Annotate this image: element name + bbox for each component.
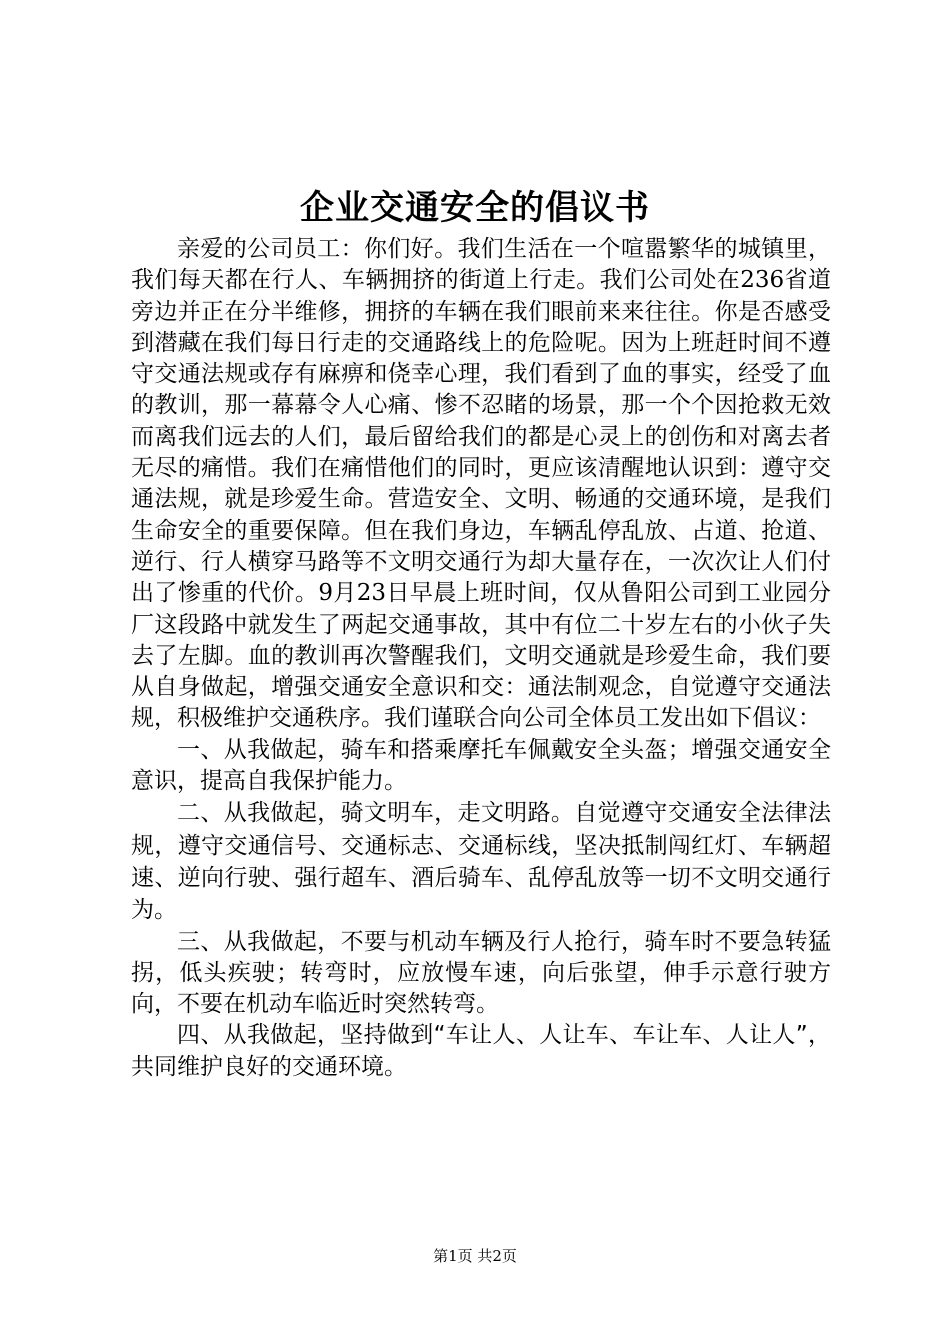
proposal-item-2-body: 自觉遵守交通安全法律法规，遵守交通信号、交通标志、交通标线，坚决抵制闯红灯、车辆超速、逆向行驶、强行超车、酒后骑车、乱停乱放等一切不文明交通行为。 [131, 800, 832, 924]
proposal-item-1: 一、从我做起，骑车和搭乘摩托车佩戴安全头盔；增强交通安全意识，提高自我保护能力。 [131, 736, 831, 795]
proposal-item-4: 四、从我做起，坚持做到“车让人、人让车、车让车、人让人”，共同维护良好的交通环境。 [131, 1022, 831, 1080]
proposal-item-2 [131, 797, 831, 926]
document-title: 企业交通安全的倡议书 [300, 188, 650, 228]
page-footer: 第1页 共2页 [433, 1247, 517, 1265]
proposal-item-2-lead: 二、从我做起，骑文明车，走文明路。 [177, 800, 575, 827]
document-body [131, 234, 831, 1083]
intro-paragraph: 亲爱的公司员工：你们好。我们生活在一个喧嚣繁华的城镇里，我们每天都在行人、车辆拥挤的街道上行走。我们公司处在236省道旁边并正在分半维修，拥挤的车辆在我们眼前来来往往。你是否感受到潜藏在我们每日行走的交通路线上的危险呢。因为上班赶时间不遵守交通法规或存有麻痹和侥幸心理，我们看到了血的事实，经受了血的教训，那一幕幕令人心痛、惨不忍睹的场景，那一个个因抢救无效而离我们远去的人们，最后留给我们的都是心灵上的创伤和对离去者无尽的痛惜。我们在痛惜他们的同时，更应该清醒地认识到：遵守交通法规，就是珍爱生命。营造安全、文明、畅通的交通环境，是我们生命安全的重要保障。但在我们身边，车辆乱停乱放、占道、抢道、逆行、行人横穿马路等不文明交通行为却大量存在，一次次让人们付出了惨重的代价。9月23日早晨上班时间，仅从鲁阳公司到工业园分厂这段路中就发生了两起交通事故，其中有位二十岁左右的小伙子失去了左脚。血的教训再次警醒我们，文明交通就是珍爱生命，我们要从自身做起，增强交通安全意识和交：通法制观念，自觉遵守交通法规，积极维护交通秩序。我们谨联合向公司全体员工发出如下倡议： [131, 236, 831, 732]
proposal-item-3: 三、从我做起，不要与机动车辆及行人抢行，骑车时不要急转猛拐，低头疾驶；转弯时，应放慢车速，向后张望，伸手示意行驶方向，不要在机动车临近时突然转弯。 [131, 928, 831, 1018]
